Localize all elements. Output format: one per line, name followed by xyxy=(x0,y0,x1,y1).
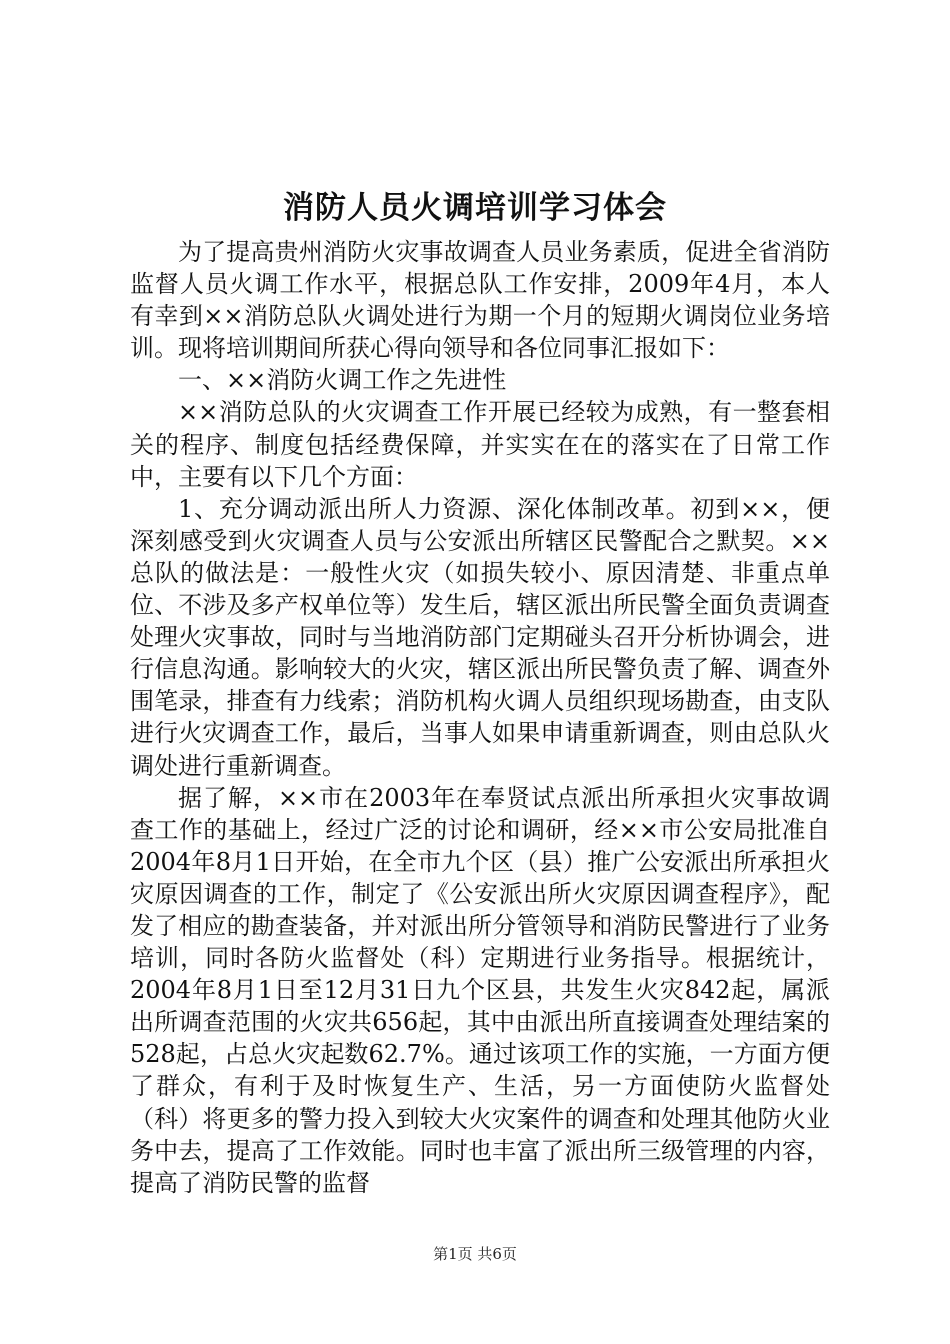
paragraph-point-1: 1、充分调动派出所人力资源、深化体制改革。初到××，便深刻感受到火灾调查人员与公安派出所辖区民警配合之默契。××总队的做法是：一般性火灾（如损失较小、原因清楚、非重点单位、不涉及多产权单位等）发生后，辖区派出所民警全面负责调查处理火灾事故，同时与当地消防部门定期碰头召开分析协调会，进行信息沟通。影响较大的火灾，辖区派出所民警负责了解、调查外围笔录，排查有力线索；消防机构火调人员组织现场勘查，由支队进行火灾调查工作，最后，当事人如果申请重新调查，则由总队火调处进行重新调查。 xyxy=(130,494,830,780)
paragraph-details: 据了解，××市在2003年在奉贤试点派出所承担火灾事故调查工作的基础上，经过广泛的讨论和调研，经××市公安局批准自2004年8月1日开始，在全市九个区（县）推广公安派出所承担火灾原因调查的工作，制定了《公安派出所火灾原因调查程序》，配发了相应的勘查装备，并对派出所分管领导和消防民警进行了业务培训，同时各防火监督处（科）定期进行业务指导。根据统计，2004年8月1日至12月31日九个区县，共发生火灾842起，属派出所调查范围的火灾共656起，其中由派出所直接调查处理结案的528起，占总火灾起数62.7%。通过该项工作的实施，一方面方便了群众，有利于及时恢复生产、生活，另一方面使防火监督处（科）将更多的警力投入到较大火灾案件的调查和处理其他防火业务中去，提高了工作效能。同时也丰富了派出所三级管理的内容，提高了消防民警的监督 xyxy=(130,783,830,1197)
document-body xyxy=(130,236,830,1199)
section-heading: 一、××消防火调工作之先进性 xyxy=(178,366,507,395)
paragraph-intro: 为了提高贵州消防火灾事故调查人员业务素质，促进全省消防监督人员火调工作水平，根据总队工作安排，2009年4月，本人有幸到××消防总队火调处进行为期一个月的短期火调岗位业务培训。现将培训期间所获心得向领导和各位同事汇报如下： xyxy=(130,238,830,363)
page-footer: 第1页 共6页 xyxy=(433,1245,517,1263)
paragraph-overview: ××消防总队的火灾调查工作开展已经较为成熟，有一整套相关的程序、制度包括经费保障，并实实在在的落实在了日常工作中，主要有以下几个方面： xyxy=(130,398,830,491)
document-title: 消防人员火调培训学习体会 xyxy=(283,190,667,226)
